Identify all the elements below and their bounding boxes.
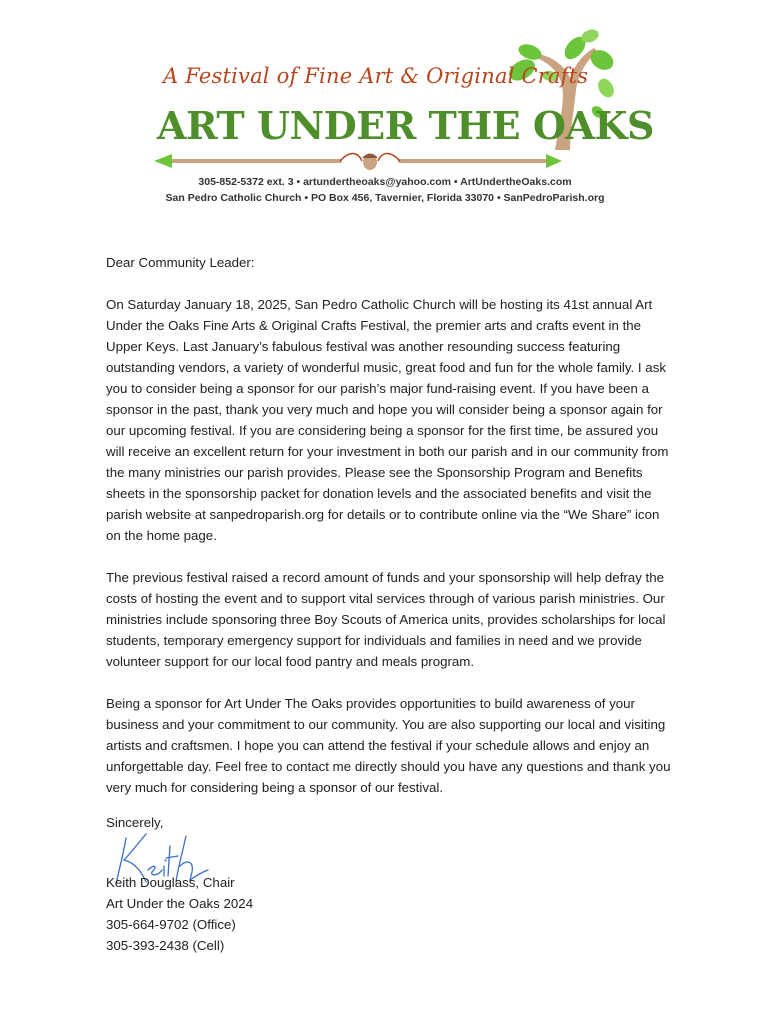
letterhead-brand: ART UNDER THE OAKS [157, 103, 654, 148]
letter-body [106, 252, 676, 819]
signer-org: Art Under the Oaks 2024 [106, 896, 254, 911]
letterhead-tagline: A Festival of Fine Art & Original Crafts [163, 64, 589, 88]
closing: Sincerely, [106, 815, 164, 830]
letterhead [0, 0, 770, 215]
phone-cell: 305-393-2438 (Cell) [106, 938, 225, 953]
salutation: Dear Community Leader: [106, 255, 255, 270]
contact-line-1: 305-852-5372 ext. 3 • artundertheoaks@yahoo.com • ArtUndertheOaks.com [198, 176, 572, 188]
signer-details [106, 872, 253, 956]
contact-line-2: San Pedro Catholic Church • PO Box 456, Tavernier, Florida 33070 • SanPedroParish.org [165, 192, 605, 204]
paragraph-3: Being a sponsor for Art Under The Oaks provides opportunities to build awareness of your business and your commitment to our community. You are also supporting our local and visiting artists and craftsmen. I hope you can attend the festival if your schedule allows and enjoy an unforgettable day. Feel free to contact me directly should you have any questions and thank you very much for considering being a sponsor of our festival. [106, 696, 671, 795]
signature-block [106, 812, 406, 962]
signer-name: Keith Douglass, Chair [106, 875, 235, 890]
paragraph-1: On Saturday January 18, 2025, San Pedro Catholic Church will be hosting its 41st annual Art Under the Oaks Fine Arts & Original Crafts Festival, the premier arts and crafts event in the Upper Keys. Last January’s fabulous festival was another resounding success featuring outstanding vendors, a variety of wonderful music, great food and fun for the whole family. I ask you to consider being a sponsor for our parish’s major fund-raising event. If you have been a sponsor in the past, thank you very much and hope you will consider being a sponsor again for our upcoming festival. If you are considering being a sponsor for the first time, be assured you will receive an excellent return for your investment in both our parish and in our community from the many ministries our parish provides. Please see the Sponsorship Program and Benefits sheets in the sponsorship packet for donation levels and the associated benefits and visit the parish website at sanpedroparish.org for details or to contribute online via the “We Share” icon on the home page. [106, 297, 669, 543]
paragraph-2: The previous festival raised a record amount of funds and your sponsorship will help defray the costs of hosting the event and to support vital services through of various parish ministries. Our ministries include sponsoring three Boy Scouts of America units, provides scholarships for local students, temporary emergency support for individuals and families in need and we provide volunteer support for our local food pantry and meals program. [106, 570, 666, 669]
phone-office: 305-664-9702 (Office) [106, 917, 236, 932]
